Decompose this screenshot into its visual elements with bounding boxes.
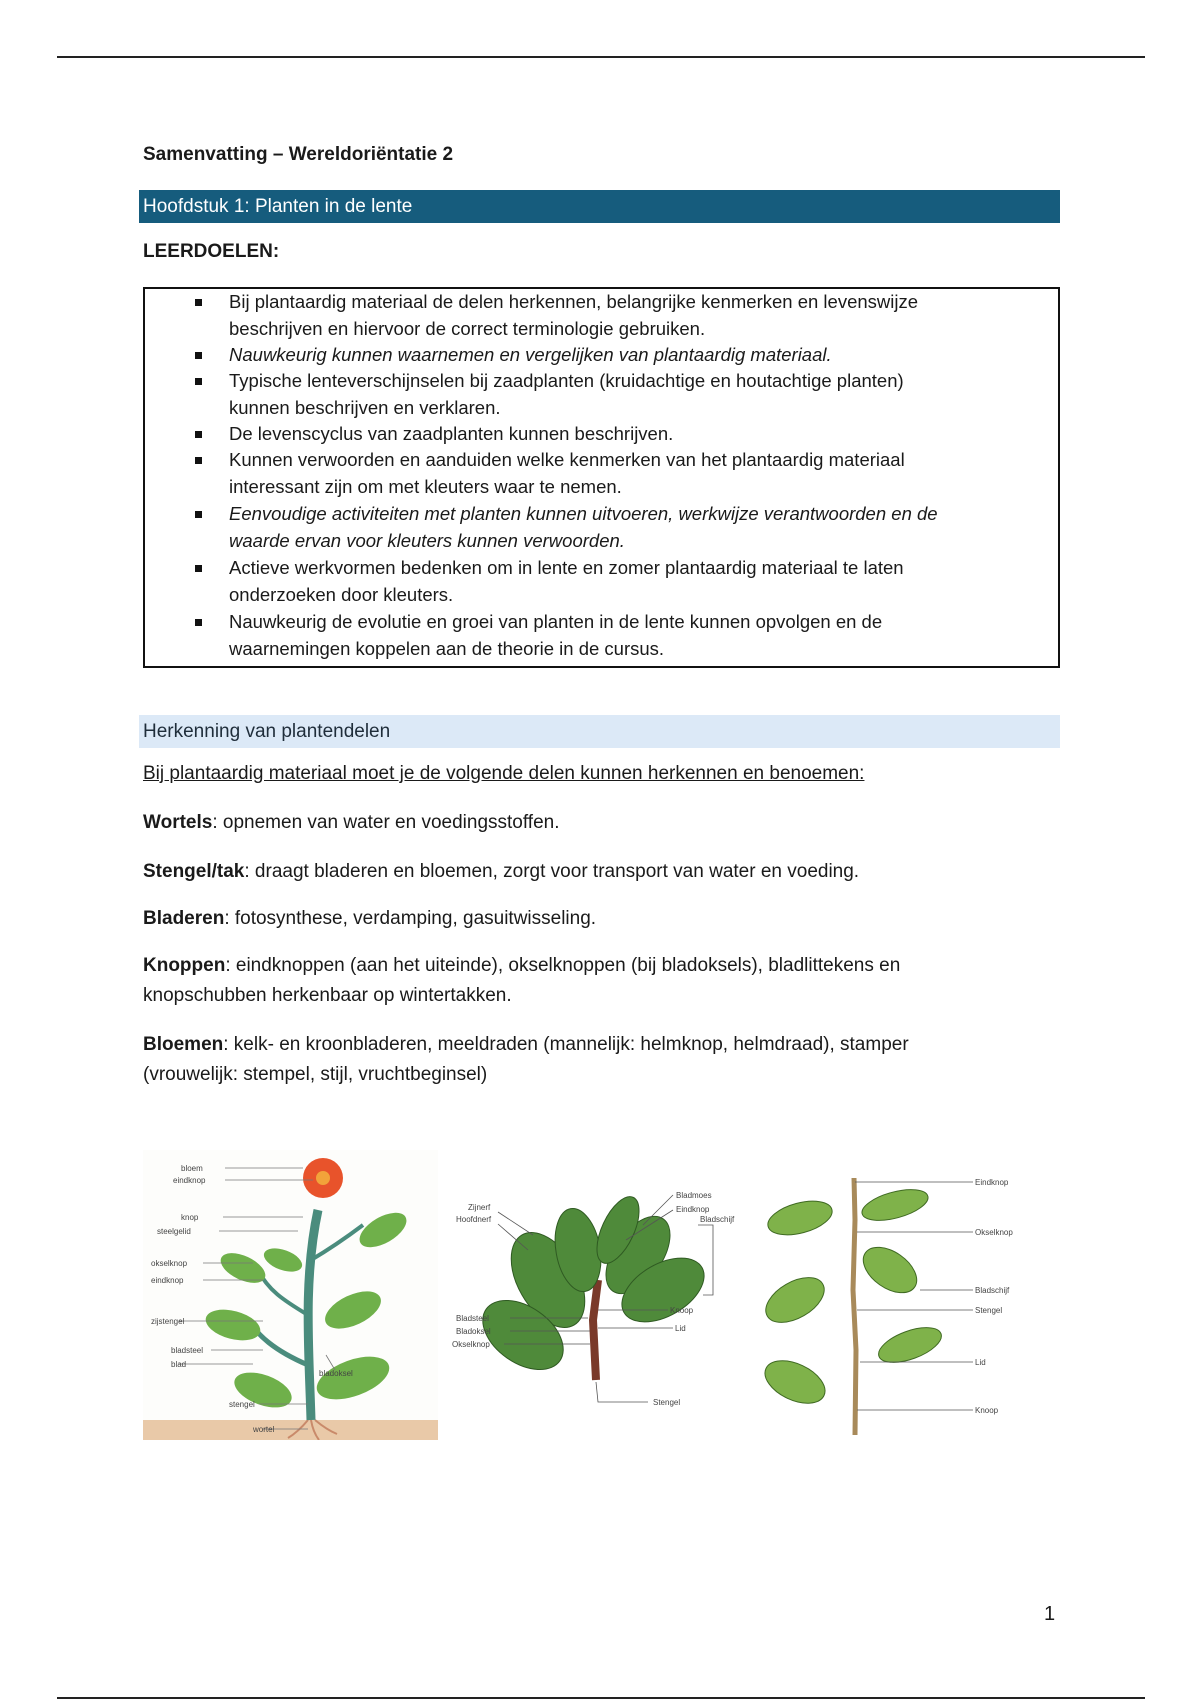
chapter-heading: Hoofdstuk 1: Planten in de lente <box>139 190 1060 223</box>
goal-item: Nauwkeurig de evolutie en groei van planten in de lente kunnen opvolgen en de waarnemingen koppelen aan de theorie in de cursus. <box>229 609 1049 662</box>
branch-label: Knoop <box>670 1306 694 1315</box>
goal-item: Actieve werkvormen bedenken om in lente en zomer plantaardig materiaal te laten onderzoeken door kleuters. <box>229 555 1049 608</box>
branch-diagram <box>448 1150 748 1440</box>
part-bladeren: Bladeren: fotosynthese, verdamping, gasuitwisseling. <box>143 908 597 929</box>
branch-label: Zijnerf <box>468 1203 491 1212</box>
goals-heading: LEERDOELEN: <box>143 241 280 262</box>
branch-label: Eindknop <box>676 1205 710 1214</box>
goal-item: Nauwkeurig kunnen waarnemen en vergelijken van plantaardig materiaal. <box>229 342 1049 369</box>
stem-label: Stengel <box>975 1306 1003 1315</box>
part-knoppen: Knoppen: eindknoppen (aan het uiteinde), okselknoppen (bij bladoksels), bladlittekens en knopschubben herkenbaar op wintertakken. <box>143 955 901 1006</box>
bullet-icon <box>195 457 202 464</box>
part-stengel: Stengel/tak: draagt bladeren en bloemen, zorgt voor transport van water en voeding. <box>143 861 860 882</box>
stem-label: Okselknop <box>975 1228 1013 1237</box>
part-bloemen: Bloemen: kelk- en kroonbladeren, meeldraden (mannelijk: helmknop, helmdraad), stamper (vrouwelijk: stempel, stijl, vruchtbeginsel) <box>143 1034 909 1085</box>
stem-label: Knoop <box>975 1406 999 1415</box>
plant-diagram <box>143 1150 438 1440</box>
goal-item: Kunnen verwoorden en aanduiden welke kenmerken van het plantaardig materiaal interessant zijn om met kleuters waar te nemen. <box>229 447 1049 500</box>
footer-rule <box>57 1697 1145 1699</box>
bullet-icon <box>195 299 202 306</box>
plant-label: wortel <box>253 1425 275 1434</box>
goal-item: Bij plantaardig materiaal de delen herkennen, belangrijke kenmerken en levenswijze beschrijven en hiervoor de correct terminologie gebruiken. <box>229 289 1049 342</box>
branch-label: Bladoksel <box>456 1327 491 1336</box>
bullet-icon <box>195 511 202 518</box>
plant-label: knop <box>181 1213 199 1222</box>
plant-label: bloem <box>181 1164 203 1173</box>
stem-diagram <box>755 1150 1045 1440</box>
section-heading: Herkenning van plantendelen <box>139 715 1060 748</box>
stem-label: Lid <box>975 1358 986 1367</box>
goal-item: Eenvoudige activiteiten met planten kunnen uitvoeren, werkwijze verantwoorden en de waarde ervan voor kleuters kunnen verwoorden. <box>229 501 1049 554</box>
bullet-icon <box>195 431 202 438</box>
bullet-icon <box>195 619 202 626</box>
goal-item: Typische lenteverschijnselen bij zaadplanten (kruidachtige en houtachtige planten) kunnen beschrijven en verklaren. <box>229 368 1049 421</box>
page-number: 1 <box>1044 1603 1056 1625</box>
flower-icon <box>303 1158 343 1198</box>
goal-item: De levenscyclus van zaadplanten kunnen beschrijven. <box>229 421 1049 448</box>
plant-label: zijstengel <box>151 1317 185 1326</box>
header-rule <box>57 56 1145 58</box>
bullet-icon <box>195 565 202 572</box>
plant-label: bladoksel <box>319 1369 353 1378</box>
bullet-icon <box>195 378 202 385</box>
branch-label: Hoofdnerf <box>456 1215 492 1224</box>
plant-label: okselknop <box>151 1259 188 1268</box>
plant-label: eindknop <box>173 1176 206 1185</box>
branch-label: Bladmoes <box>676 1191 712 1200</box>
branch-label: Bladschijf <box>700 1215 735 1224</box>
plant-label: bladsteel <box>171 1346 204 1355</box>
intro-text: Bij plantaardig materiaal moet je de volgende delen kunnen herkennen en benoemen: <box>143 763 865 784</box>
plant-label: stengel <box>229 1400 255 1409</box>
part-wortels: Wortels: opnemen van water en voedingsstoffen. <box>143 812 560 833</box>
plant-label: eindknop <box>151 1276 184 1285</box>
branch-label: Okselknop <box>452 1340 490 1349</box>
branch-label: Lid <box>675 1324 686 1333</box>
document-title: Samenvatting – Wereldoriëntatie 2 <box>143 144 454 165</box>
plant-label: blad <box>171 1360 187 1369</box>
branch-label: Stengel <box>653 1398 681 1407</box>
goals-box <box>143 287 1060 668</box>
branch-label: Bladsteel <box>456 1314 489 1323</box>
plant-label: steelgelid <box>157 1227 191 1236</box>
stem-label: Eindknop <box>975 1178 1009 1187</box>
bullet-icon <box>195 352 202 359</box>
stem-label: Bladschijf <box>975 1286 1010 1295</box>
